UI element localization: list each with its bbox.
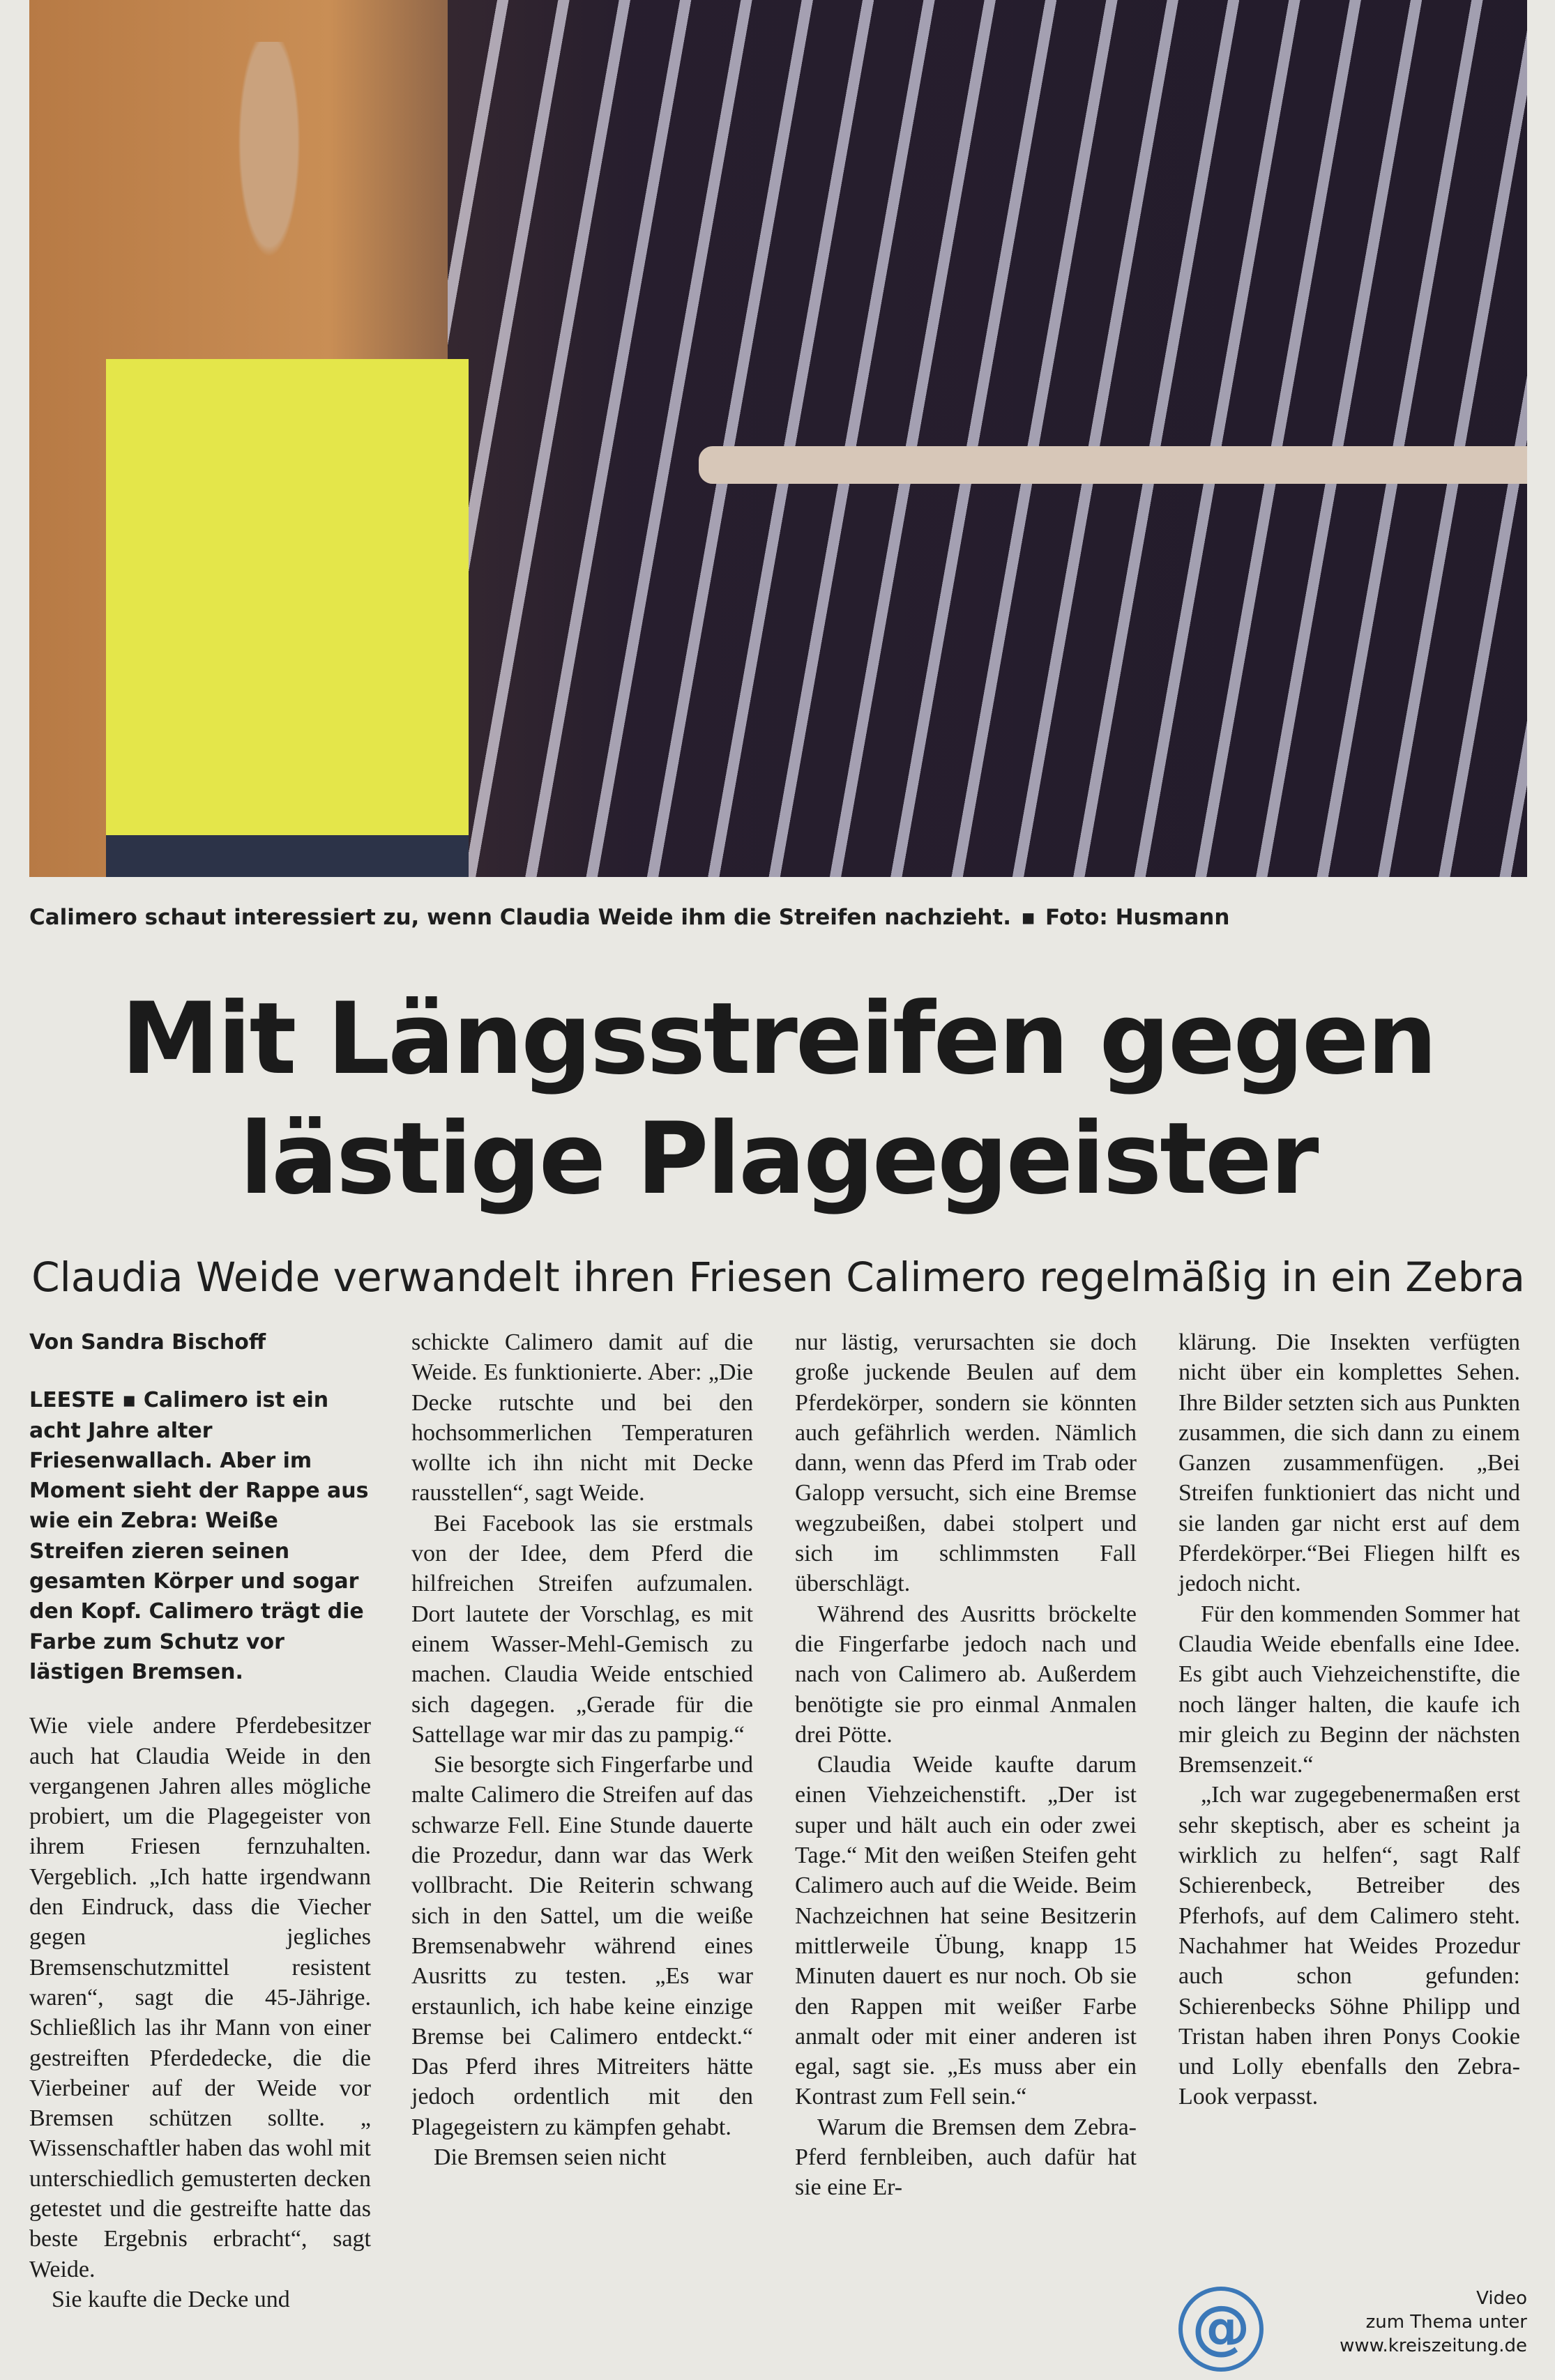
subheadline: Claudia Weide verwandelt ihren Friesen Calimero regelmäßig in ein Zebra [31, 1253, 1525, 1301]
article-column-2 [411, 1327, 753, 2172]
caption-text: Calimero schaut interessiert zu, wenn Claudia Weide ihm die Streifen nachzieht. [29, 905, 1012, 930]
online-video-box [1178, 2287, 1527, 2380]
horse-halter-rope [699, 446, 1527, 484]
headline-line-1: Mit Längsstreifen gegen [121, 982, 1436, 1097]
paragraph: Bei Facebook las sie erstmals von der Idee, dem Pferd die hilfreichen Streifen aufzumalen. Dort lautete der Vorschlag, es mit einem Wasser-Mehl-Gemisch zu machen. Claudia Weide entschied sich dagegen. „Gerade für die Sattellage war mir das zu pampig.“ [411, 1510, 753, 1748]
paragraph: Für den kommenden Sommer hat Claudia Weide ebenfalls eine Idee. Es gibt auch Viehzeichenstifte, die noch länger halten, die kaufe ich mir gleich zu Beginn der nächsten Bremsenzeit.“ [1178, 1601, 1520, 1778]
caption-separator: ▪ [1021, 905, 1036, 930]
paragraph: Sie besorgte sich Fingerfarbe und malte Calimero die Streifen auf das schwarze Fell. Eine Stunde dauerte die Prozedur, dann war das Werk vollbracht. Die Reiterin schwang sich in den Sattel, um die weiße Bremsenabwehr während eines Ausritts zu testen. „Es war erstaunlich, ich habe keine einzige Bremse bei Calimero entdeckt.“ Das Pferd ihres Mitreiters hätte jedoch ordentlich mit den Plagegeistern zu kämpfen gehabt. [411, 1752, 753, 2140]
paragraph: „Ich war zugegebenermaßen erst sehr skeptisch, aber es scheint ja wirklich zu helfen“, sagt Ralf Schierenbeck, Betreiber des Pferhofs, auf dem Calimero steht. Nachahmer hat Weides Prozedur auch schon gefunden: Schierenbecks Söhne Philipp und Tristan haben ihren Ponys Cookie und Lolly ebenfalls den Zebra-Look verpasst. [1178, 1782, 1520, 2110]
headline-line-2: lästige Plagegeister [239, 1101, 1317, 1216]
headline [29, 979, 1527, 1219]
paragraph: Wie viele andere Pferdebesitzer auch hat Claudia Weide in den vergangenen Jahren alles mögliche probiert, um die Plagegeister von ihrem Friesen fernzuhalten. Vergeblich. „Ich hatte irgendwann den Eindruck, dass die Viecher gegen jegliches Bremsenschutzmittel resistent waren“, sagt die 45-Jährige. Schließlich las ihr Mann von einer gestreiften Pferdedecke, die die Vierbeiner auf der Weide vor Bremsen schützen sollte. „ Wissenschaftler haben das wohl mit unterschiedlich gemusterten decken getestet und die gestreifte hatte das beste Ergebnis erbracht“, sagt Weide. [29, 1713, 371, 2282]
online-line-2: zum Thema unter [1365, 2312, 1527, 2333]
dateline-place: LEESTE [29, 1388, 115, 1413]
online-link[interactable]: www.kreiszeitung.de [1340, 2335, 1527, 2356]
paragraph: Sie kaufte die Decke und [52, 2286, 290, 2312]
paragraph: Claudia Weide kaufte darum einen Viehzeichenstift. „Der ist super und hält auch ein oder zwei Tage.“ Mit den weißen Steifen geht Calimero auch auf die Weide. Beim Nachzeichnen hat seine Besitzerin mittlerweile Übung, knapp 15 Minuten dauert es nur noch. Ob sie den Rappen mit weißer Farbe anmalt oder mit einer anderen ist egal, sagt sie. „Es muss aber ein Kontrast zum Fell sein.“ [795, 1752, 1137, 2110]
paragraph: klärung. Die Insekten verfügten nicht über ein komplettes Sehen. Ihre Bilder setzten sich aus Punkten zusammen, die sich dann zu einem Ganzen zusammenfügen. „Bei Streifen funktioniert das nicht und sie landen gar nicht erst auf dem Pferdekörper.“Bei Fliegen hilft es jedoch nicht. [1178, 1329, 1520, 1597]
article-column-1 [29, 1327, 371, 2314]
paragraph: schickte Calimero damit auf die Weide. Es funktionierte. Aber: „Die Decke rutschte und bei den hochsommerlichen Temperaturen wollte ich ihn nicht mit Decke rausstellen“, sagt Weide. [411, 1329, 753, 1506]
online-line-1: Video [1476, 2288, 1527, 2309]
article-column-3 [795, 1327, 1137, 2203]
photo-caption [29, 905, 1527, 930]
woman-figure [106, 42, 469, 877]
at-icon: @ [1178, 2287, 1264, 2372]
lead-text: Calimero ist ein acht Jahre alter Friesenwallach. Aber im Moment sieht der Rappe aus wie ein Zebra: Weiße Streifen zieren seinen gesamten Körper und sogar den Kopf. Calimero trägt die Farbe zum Schutz vor lästigen Bremsen. [29, 1388, 369, 1684]
photo-credit: Foto: Husmann [1045, 905, 1230, 930]
paragraph: Die Bremsen seien nicht [434, 2144, 667, 2171]
article-column-4 [1178, 1327, 1520, 2112]
online-video-text [1340, 2287, 1527, 2358]
paragraph: Während des Ausritts bröckelte die Fingerfarbe jedoch nach und nach von Calimero ab. Außerdem benötigte sie pro einmal Anmalen drei Pötte. [795, 1601, 1137, 1748]
zebra-striped-horse [448, 0, 1527, 877]
article-photo [29, 0, 1527, 877]
lead-paragraph: LEESTE ▪ Calimero ist ein acht Jahre alter Friesenwallach. Aber im Moment sieht der Rappe aus wie ein Zebra: Weiße Streifen zieren seinen gesamten Körper und sogar den Kopf. Calimero trägt die Farbe zum Schutz vor lästigen Bremsen. [29, 1388, 369, 1684]
paragraph: Warum die Bremsen dem Zebra-Pferd fernbleiben, auch dafür hat sie eine Er- [795, 2114, 1137, 2201]
paragraph: nur lästig, verursachten sie doch große juckende Beulen auf dem Pferdekörper, sondern sie könnten auch gefährlich werden. Nämlich dann, wenn das Pferd im Trab oder Galopp versucht, sich eine Bremse wegzubeißen, dabei stolpert und sich im schlimmsten Fall überschlägt. [795, 1329, 1137, 1597]
byline: Von Sandra Bischoff [29, 1330, 266, 1355]
